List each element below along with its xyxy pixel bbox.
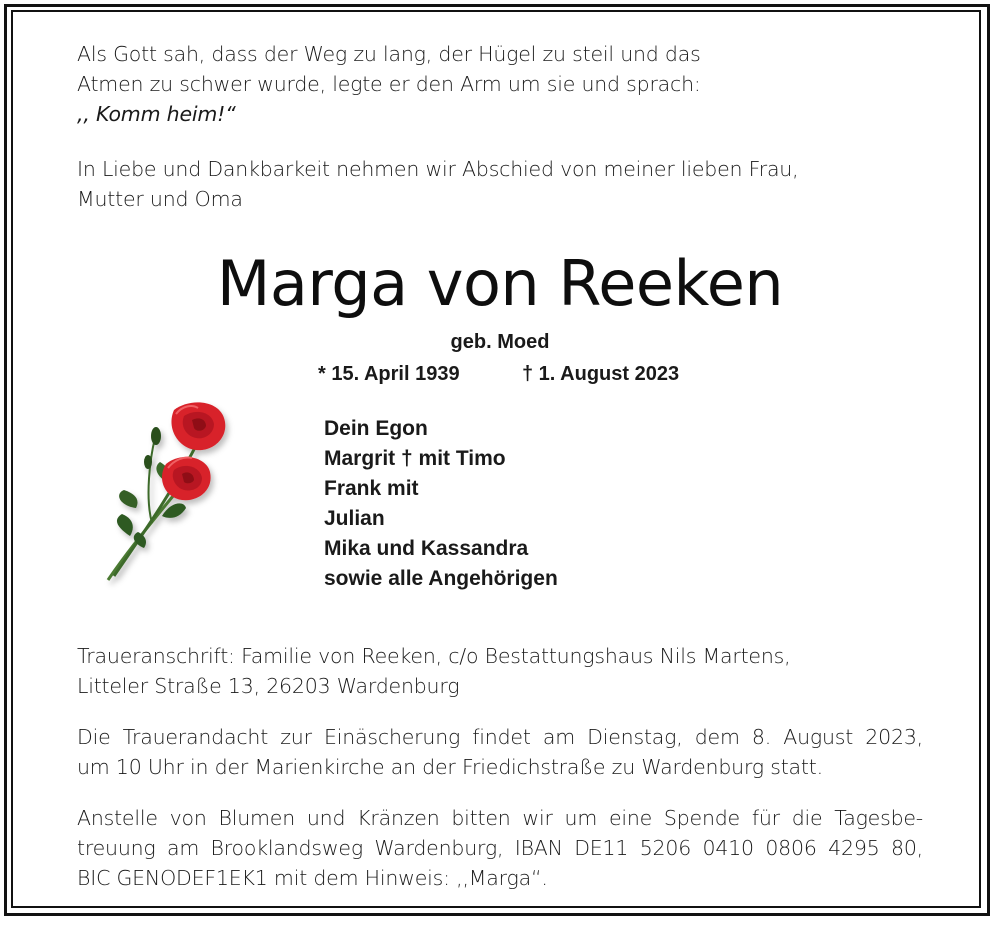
mourner: Dein Egon <box>324 417 428 440</box>
ceremony-line: Die Trauerandacht zur Einäscherung findet am Dienstag, dem 8. August 2023, <box>77 725 923 749</box>
donation-line: Anstelle von Blumen und Kränzen bitten wir um eine Spende für die Tagesbe- <box>77 806 923 830</box>
birth-date: * 15. April 1939 <box>318 363 460 385</box>
address-line: Traueranschrift: Familie von Reeken, c/o Bestattungshaus Nils Martens, <box>77 644 791 668</box>
intro-line: Mutter und Oma <box>77 187 243 211</box>
mourner: Frank mit <box>324 477 419 500</box>
poem <box>77 39 777 129</box>
ceremony-line: um 10 Uhr in der Marienkirche an der Friedichstraße zu Wardenburg statt. <box>77 755 823 779</box>
death-date: † 1. August 2023 <box>522 363 680 385</box>
poem-line: Atmen zu schwer wurde, legte er den Arm um sie und sprach: <box>77 72 701 96</box>
mourner: Margrit † mit Timo <box>324 447 506 470</box>
mourner: Mika und Kassandra <box>324 537 529 560</box>
intro-text <box>77 154 897 214</box>
red-roses-icon <box>100 398 250 590</box>
donation-notice <box>77 803 923 893</box>
poem-quote: ,, Komm heim!“ <box>77 102 236 126</box>
mourners-list <box>324 414 558 594</box>
donation-line: treuung am Brooklandsweg Wardenburg, IBAN DE11 5206 0410 0806 4295 80, <box>77 836 923 860</box>
mourner: sowie alle Angehörigen <box>324 567 558 590</box>
deceased-name: Marga von Reeken <box>216 247 784 320</box>
donation-line: BIC GENODEF1EK1 mit dem Hinweis: ,,Marga“. <box>77 866 548 890</box>
mourning-address <box>77 641 937 701</box>
intro-line: In Liebe und Dankbarkeit nehmen wir Abschied von meiner lieben Frau, <box>77 157 799 181</box>
address-line: Litteler Straße 13, 26203 Wardenburg <box>77 674 460 698</box>
mourner: Julian <box>324 507 385 530</box>
maiden-name: geb. Moed <box>450 331 550 353</box>
ceremony-notice <box>77 722 923 782</box>
poem-line: Als Gott sah, dass der Weg zu lang, der Hügel zu steil und das <box>77 42 701 66</box>
